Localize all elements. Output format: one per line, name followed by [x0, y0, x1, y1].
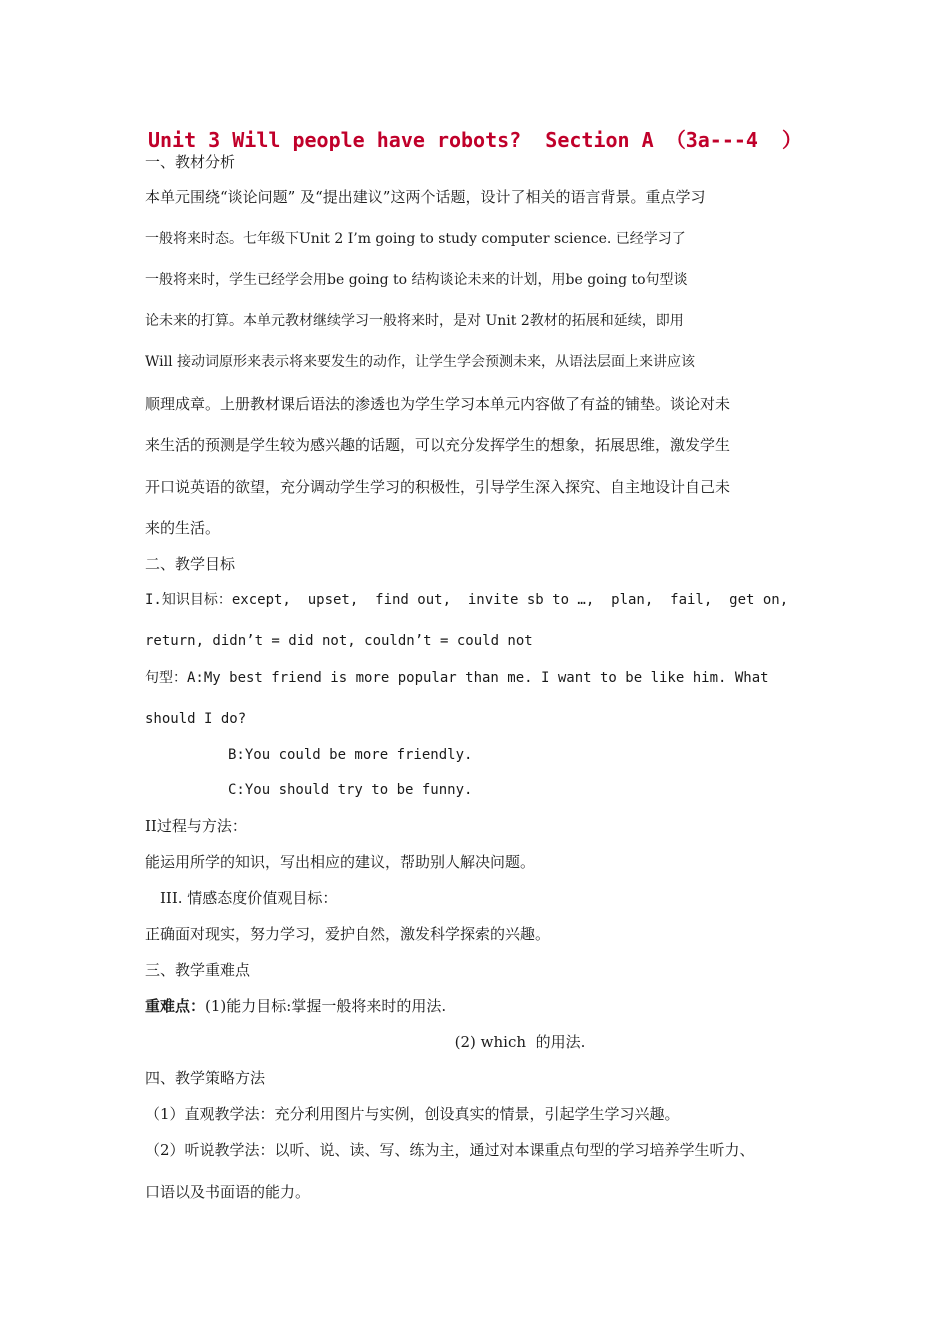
- section-heading-objectives: 二、教学目标: [145, 555, 236, 573]
- process-method-heading: II过程与方法：: [145, 817, 247, 835]
- strategy-item-continuation: 口语以及书面语的能力。: [145, 1183, 311, 1201]
- process-method-text: 能运用所学的知识，写出相应的建议，帮助别人解决问题。: [145, 853, 536, 871]
- strategy-item: （1）直观教学法：充分利用图片与实例，创设真实的情景，引起学生学习兴趣。: [145, 1105, 680, 1123]
- key-points-line: [145, 996, 446, 1016]
- paragraph-line: 顺理成章。上册教材课后语法的渗透也为学生学习本单元内容做了有益的铺垫。谈论对未: [145, 395, 731, 413]
- sentence-pattern-c: C:You should try to be funny.: [228, 782, 473, 798]
- paragraph-line: 开口说英语的欲望，充分调动学生学习的积极性，引导学生深入探究、自主地设计自己未: [145, 478, 731, 496]
- key-points-label: 重难点：: [145, 997, 206, 1015]
- paragraph-line: 来的生活。: [145, 519, 221, 537]
- knowledge-objectives-line: I.知识目标：except, upset, find out, invite sb to …, plan, fail, get on,: [145, 592, 789, 608]
- paragraph-line: 本单元围绕“谈论问题” 及“提出建议”这两个话题，设计了相关的语言背景。重点学习: [145, 188, 706, 206]
- document-title: Unit 3 Will people have robots? Section A （3a---4 ）: [147, 128, 803, 152]
- strategy-item: （2）听说教学法：以听、说、读、写、练为主，通过对本课重点句型的学习培养学生听力、: [145, 1141, 755, 1159]
- paragraph-line: 来生活的预测是学生较为感兴趣的话题，可以充分发挥学生的想象，拓展思维，激发学生: [145, 436, 731, 454]
- key-points-line-2: (2) which 的用法.: [454, 1033, 586, 1051]
- paragraph-line: 论未来的打算。本单元教材继续学习一般将来时，是对 Unit 2教材的拓展和延续，即用: [145, 313, 684, 329]
- paragraph-line: 一般将来时，学生已经学会用be going to 结构谈论未来的计划，用be going to句型谈: [145, 272, 688, 288]
- knowledge-objectives-line: return, didn’t = did not, couldn’t = could not: [145, 633, 533, 649]
- paragraph-line: 一般将来时态。七年级下Unit 2 I’m going to study computer science. 已经学习了: [145, 231, 686, 247]
- paragraph-line: Will 接动词原形来表示将来要发生的动作，让学生学会预测未来，从语法层面上来讲应该: [145, 354, 696, 370]
- emotion-objective-heading: III. 情感态度价值观目标：: [160, 889, 338, 907]
- key-points-text: (1)能力目标:掌握一般将来时的用法.: [205, 997, 447, 1015]
- sentence-pattern-line: should I do?: [145, 711, 247, 727]
- sentence-pattern-line: 句型：A:My best friend is more popular than me. I want to be like him. What: [145, 670, 769, 686]
- emotion-objective-text: 正确面对现实，努力学习，爱护自然，激发科学探索的兴趣。: [145, 925, 551, 943]
- section-heading-key-points: 三、教学重难点: [145, 961, 251, 979]
- sentence-pattern-b: B:You could be more friendly.: [228, 747, 473, 763]
- section-heading-strategies: 四、教学策略方法: [145, 1069, 266, 1087]
- section-heading-analysis: 一、教材分析: [145, 153, 236, 171]
